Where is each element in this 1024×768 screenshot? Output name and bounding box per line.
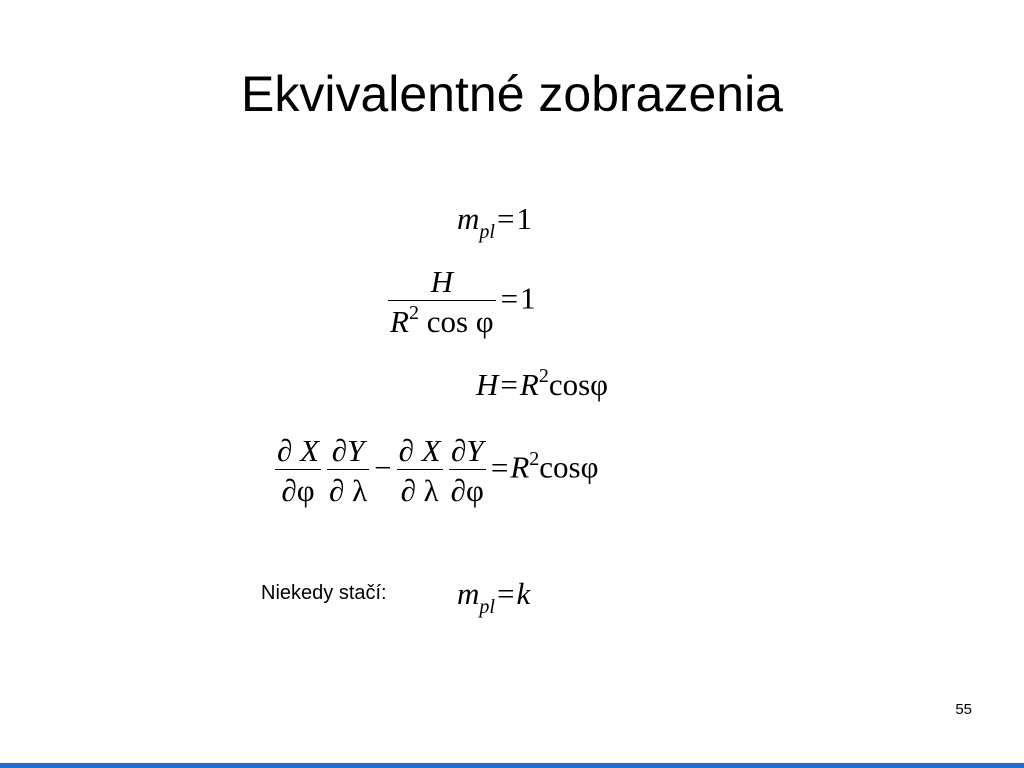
eq4-den (449, 470, 486, 506)
eq4-den (397, 470, 443, 506)
eq4-rhs-var: R (510, 449, 530, 485)
partial-symbol: ∂ (331, 433, 348, 468)
eq4-den (275, 470, 321, 506)
bottom-accent-bar (0, 763, 1024, 768)
equals-sign: = (500, 280, 519, 316)
var-phi: φ (296, 473, 315, 508)
equation-h-definition (476, 365, 609, 402)
eq4-num (449, 435, 486, 470)
equation-unit-scale (457, 201, 532, 243)
partial-symbol: ∂ (450, 473, 466, 508)
equals-sign: = (496, 576, 515, 611)
eq2-denominator (388, 301, 496, 337)
eq3-rhs-exp: 2 (538, 365, 549, 387)
eq1-lhs: m (457, 201, 480, 236)
eq1-rhs: 1 (516, 201, 532, 236)
equals-sign: = (500, 367, 518, 402)
var-lambda: λ (423, 473, 439, 508)
eq5-lhs-subscript: pl (479, 596, 495, 618)
eq4-den (327, 470, 369, 506)
partial-symbol: ∂ (450, 433, 467, 468)
eq4-num (275, 435, 321, 470)
eq4-frac-dx-dphi (275, 435, 321, 506)
eq2-den-exp: 2 (408, 302, 419, 324)
eq1-lhs-subscript: pl (479, 221, 495, 243)
equals-sign: = (490, 449, 509, 485)
equation-jacobian (272, 435, 599, 506)
eq4-frac-dy-dphi (449, 435, 486, 506)
eq3-lhs: H (476, 367, 499, 402)
eq5-rhs: k (516, 576, 531, 611)
var-phi: φ (465, 473, 484, 508)
eq3-rhs-fn: cos (548, 367, 591, 402)
page-number: 55 (955, 701, 972, 718)
eq5-lhs: m (457, 576, 480, 611)
var-y: Y (347, 433, 365, 468)
eq3-rhs-arg: φ (590, 367, 609, 402)
eq4-rhs-arg: φ (580, 449, 599, 485)
eq4-rhs-exp: 2 (529, 447, 540, 470)
slide-title: Ekvivalentné zobrazenia (241, 66, 783, 122)
partial-symbol: ∂ (281, 473, 297, 508)
equals-sign: = (496, 201, 515, 236)
eq4-num (397, 435, 443, 470)
eq4-frac-dy-dlambda (327, 435, 369, 506)
partial-symbol: ∂ (400, 473, 416, 508)
equation-fraction-ratio (385, 266, 536, 337)
eq2-den-var: R (390, 304, 409, 339)
eq4-frac-dx-dlambda (397, 435, 443, 506)
partial-symbol: ∂ (277, 433, 293, 468)
eq2-fraction (388, 266, 496, 337)
eq4-rhs-fn: cos (539, 449, 581, 485)
var-x: X (421, 433, 441, 468)
eq3-rhs-var: R (519, 367, 539, 402)
equation-constant-scale (457, 576, 531, 618)
partial-symbol: ∂ (329, 473, 345, 508)
eq2-den-fn: cos (426, 304, 469, 339)
eq2-rhs: 1 (520, 280, 536, 316)
eq2-den-arg: φ (475, 304, 494, 339)
minus-sign: − (374, 449, 392, 485)
partial-symbol: ∂ (398, 433, 414, 468)
var-y: Y (466, 433, 484, 468)
eq2-numerator: H (388, 266, 496, 301)
var-lambda: λ (352, 473, 368, 508)
eq4-num (327, 435, 369, 470)
note-label: Niekedy stačí: (261, 582, 387, 604)
var-x: X (300, 433, 320, 468)
